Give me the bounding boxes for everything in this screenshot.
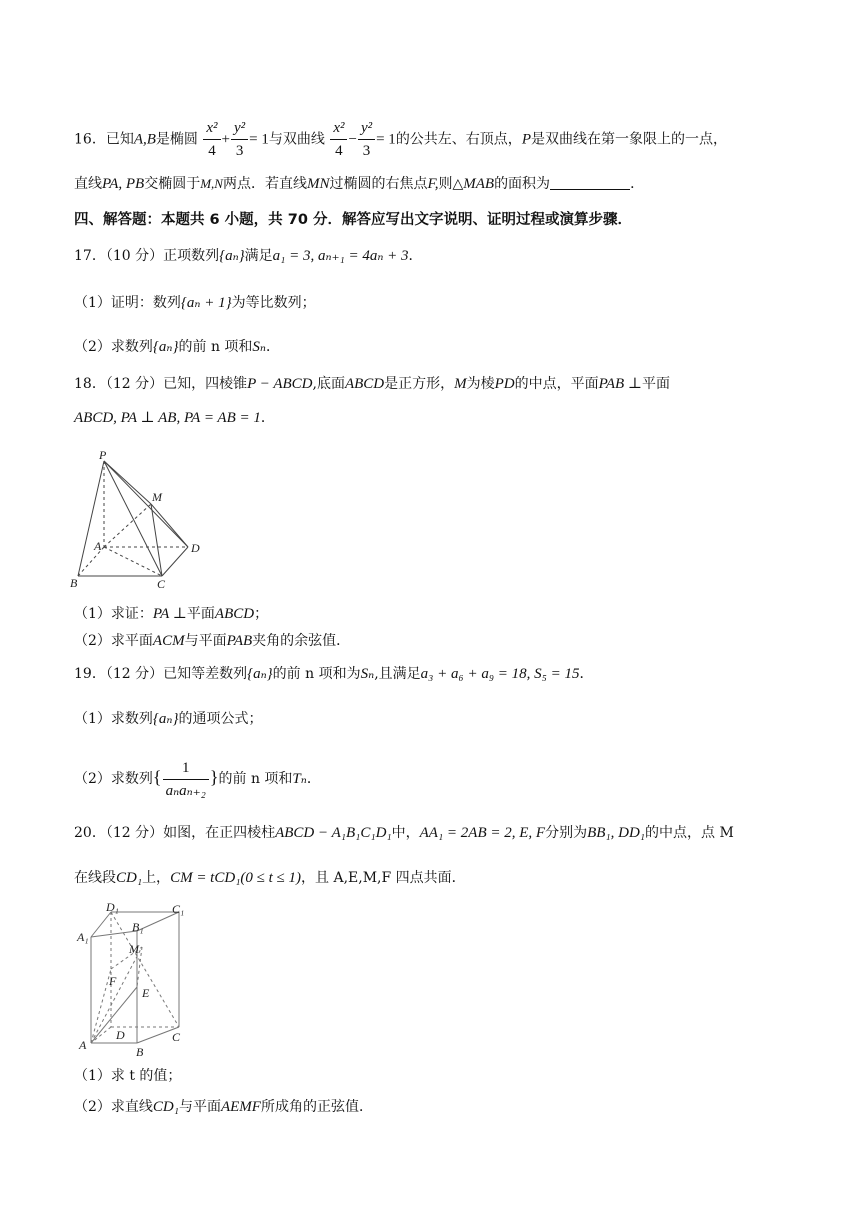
q20-part2: （2）求直线CD₁与平面AEMF所成角的正弦值． [74, 1099, 373, 1115]
label-C: C [157, 577, 166, 591]
label-C: C [172, 1030, 181, 1044]
label-B1: B₁ [132, 920, 144, 934]
label-M: M [152, 490, 162, 504]
q17-part2: （2）求数列{aₙ}的前 n 项和Sₙ． [74, 339, 281, 355]
label-B: B [70, 576, 78, 590]
q18-part1: （1）求证：PA ⊥平面ABCD； [74, 606, 269, 622]
label-M: M [129, 942, 139, 956]
label-A: A [79, 1038, 87, 1052]
q19-part2: （2）求数列{ $\frac{1}{\text{aₙaₙ₊₂}}$ }的前 n 项和Tₙ． [74, 752, 321, 804]
q17-part1: （1）证明：数列{aₙ + 1}为等比数列； [74, 295, 316, 311]
label-D1: D₁ [106, 903, 119, 914]
section-heading: 四、解答题：本题共 6 小题，共 70 分．解答应写出文字说明、证明过程或演算步骤． [74, 212, 632, 228]
label-D: D [191, 541, 200, 555]
frac-x2-4: $\frac{\text{x²}}{4}$ [203, 117, 220, 162]
frac-x2-4-b: $\frac{\text{x²}}{4}$ [330, 117, 347, 162]
q16-line1: 16．已知A,B是椭圆 $\frac{\text{x²}}{4}$ + $\frac{\text{y²}}{3}$ = 1与双曲线 $\frac{\text{x²}}{4}$ − $\frac{\text{y²}}{3}$ = 1的公共左、右顶点，P是双曲线在第一象限上的一点， [74, 117, 727, 162]
q16-line2: 直线PA, PB交椭圆于M,N两点．若直线MN过椭圆的右焦点F,则△MAB的面积为 ． [74, 176, 645, 192]
q18-line2: ABCD, PA ⊥ AB, PA = AB = 1． [74, 410, 275, 426]
q18-line1: 18．（12 分）已知，四棱锥P − ABCD,底面ABCD是正方形，M为棱PD的中点，平面PAB ⊥平面 [74, 376, 671, 392]
q20-line1: 20．（12 分）如图，在正四棱柱ABCD − A₁B₁C₁D₁中，AA₁ = 2AB = 2, E, F分别为BB₁, DD₁的中点，点 M [74, 825, 734, 841]
label-F: F [109, 974, 117, 988]
label-D: D [116, 1028, 125, 1042]
frac-y2-3-b: $\frac{\text{y²}}{3}$ [358, 117, 375, 162]
label-C1: C₁ [172, 903, 185, 916]
label-E: E [142, 986, 150, 1000]
pyramid-figure [66, 448, 216, 594]
q20-part1: （1）求 t 的值； [74, 1068, 182, 1084]
prism-figure [70, 903, 200, 1061]
label-B: B [136, 1045, 144, 1059]
frac-y2-3: $\frac{\text{y²}}{3}$ [231, 117, 248, 162]
q20-line2: 在线段CD₁上，CM = tCD₁(0 ≤ t ≤ 1)，且 A,E,M,F 四点共面． [74, 870, 466, 886]
answer-blank[interactable] [550, 175, 630, 190]
label-P: P [99, 448, 107, 462]
frac-1-over-an-an2: $\frac{1}{\text{aₙaₙ₊₂}}$ [163, 757, 209, 802]
q18-part2: （2）求平面ACM与平面PAB夹角的余弦值． [74, 633, 351, 649]
label-A: A [94, 539, 102, 553]
label-A1: A₁ [77, 930, 89, 944]
q19-part1: （1）求数列{aₙ}的通项公式； [74, 711, 263, 727]
q17-line1: 17．（10 分）正项数列{aₙ}满足a₁ = 3, aₙ₊₁ = 4aₙ + 3． [74, 248, 423, 264]
q19-line1: 19．（12 分）已知等差数列{aₙ}的前 n 项和为Sₙ,且满足a₃ + a₆ + a₉ = 18, S₅ = 15． [74, 666, 594, 682]
